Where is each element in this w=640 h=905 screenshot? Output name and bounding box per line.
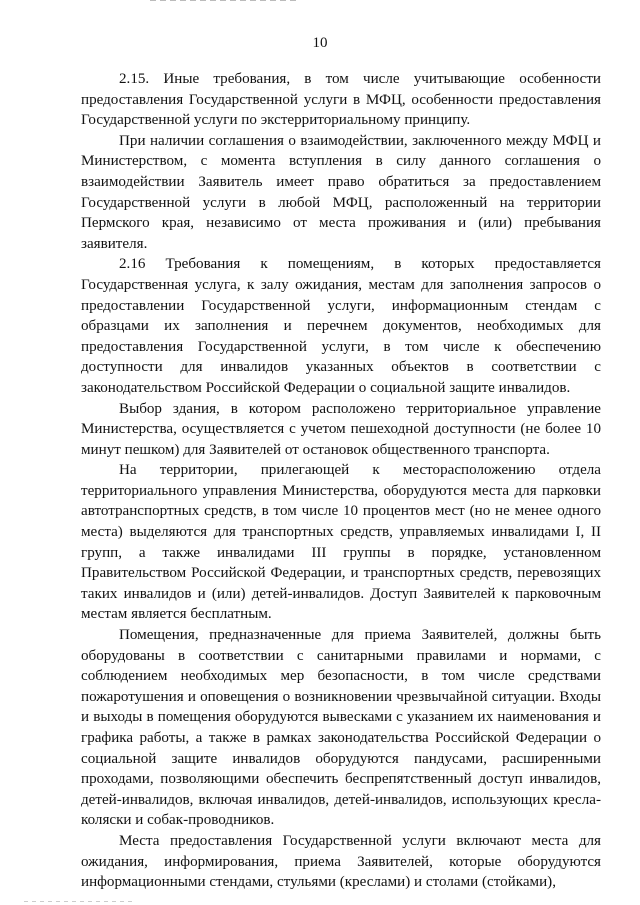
paragraph-2-15: 2.15. Иные требования, в том числе учитывающие особенности предоставления Государственной услуги в МФЦ, особенности предоставления Государственной услуги по экстерриториальному принципу. [81,71,601,129]
paragraph-building-choice: Выбор здания, в котором расположено территориальное управление Министерства, осуществляется с учетом пешеходной доступности (не более 10 минут пешком) для Заявителей от остановок общественного транспорта. [81,400,601,458]
page-number: 10 [312,35,328,51]
paragraph-service-places: Места предоставления Государственной услуги включают места для ожидания, информирования, приема Заявителей, которые оборудуются информационными стендами, стульями (креслами) и столами (стойками), [81,832,601,891]
paragraph-premises: Помещения, предназначенные для приема Заявителей, должны быть оборудованы в соответствии с санитарными правилами и нормами, с соблюдением необходимых мер безопасности, в том числе средствами пожаротушения и оповещения о возникновении чрезвычайной ситуации. Входы и выходы в помещения оборудуются вывесками с указанием их наименования и графика работы, а также в рамках законодательства Российской Федерации о социальной защите инвалидов оборудуются пандусами, расширенными проходами, позволяющими обеспечить беспрепятственный доступ инвалидов, детей-инвалидов, включая инвалидов, детей-инвалидов, использующих кресла-коляски и собак-проводников. [81,627,601,829]
document-body [81,69,601,893]
paragraph-2-16: 2.16 Требования к помещениям, в которых предоставляется Государственная услуга, к залу ожидания, местам для заполнения запросов о предоставлении Государственной услуги, информационным стендам с образцами их заполнения и перечнем документов, необходимых для предоставления Государственной услуги, в том числе к обеспечению доступности для инвалидов указанных объектов в соответствии с законодательством Российской Федерации о социальной защите инвалидов. [81,256,601,396]
paragraph-mfc-agreement: При наличии соглашения о взаимодействии, заключенного между МФЦ и Министерством, с момента вступления в силу данного соглашения о взаимодействии Заявитель имеет право обратиться за предоставлением Государственной услуги в любой МФЦ, расположенный на территории Пермского края, независимо от места проживания и (или) пребывания заявителя. [81,132,601,252]
scan-artifact-top [150,0,300,1]
scan-artifact-bottom [24,901,134,902]
paragraph-parking: На территории, прилегающей к месторасположению отдела территориального управления Министерства, оборудуются места для парковки автотранспортных средств, в том числе 10 процентов мест (но не менее одного места) выделяются для транспортных средств, управляемых инвалидами I, II групп, а также инвалидами III группы в порядке, установленном Правительством Российской Федерации, и транспортных средств, перевозящих таких инвалидов и (или) детей-инвалидов. Доступ Заявителей к парковочным местам является бесплатным. [81,462,601,623]
